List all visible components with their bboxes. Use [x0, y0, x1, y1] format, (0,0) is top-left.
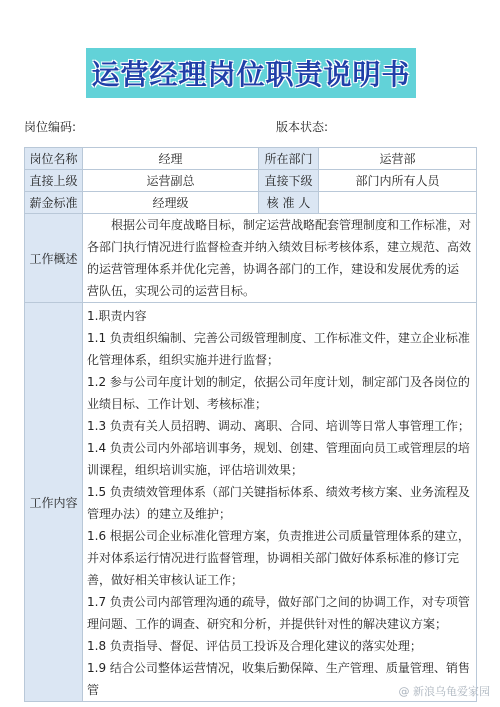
content-header: 工作内容	[25, 303, 83, 702]
table-row	[25, 148, 477, 170]
list-item: 1.3 负责有关人员招聘、调动、离职、合同、培训等日常人事管理工作；	[87, 419, 470, 433]
title-banner	[86, 48, 416, 98]
department-header: 所在部门	[259, 148, 319, 170]
table-row	[25, 192, 477, 214]
overview-text: 根据公司年度战略目标，制定运营战略配套管理制度和工作标准，对各部门执行情况进行监督检查并纳入绩效目标考核体系，建立规范、高效的运营管理体系并优化完善，协调各部门的工作，建设和发展优秀的运 营队伍，实现公司的运营目标。	[83, 214, 477, 303]
list-item: 1.1 负责组织编制、完善公司级管理制度、工作标准文件，建立企业标准化管理体系，组织实施并进行监督；	[87, 331, 470, 367]
position-name-value: 经理	[83, 148, 259, 170]
list-item: 1.2 参与公司年度计划的制定，依据公司年度计划，制定部门及各岗位的业绩目标、工作计划、考核标准；	[87, 375, 470, 411]
position-code-label: 岗位编码:	[24, 120, 77, 134]
list-item: 1.7 负责公司内部管理沟通的疏导，做好部门之间的协调工作，对专项管理问题、工作的调查、研究和分析，并提供针对性的解决建议方案；	[87, 595, 470, 631]
department-value: 运营部	[319, 148, 477, 170]
direct-subordinate-header: 直接下级	[259, 170, 319, 192]
table-row	[25, 214, 477, 303]
watermark: @ 新浪乌龟爱家园	[398, 685, 490, 698]
list-item: 1.5 负责绩效管理体系（部门关键指标体系、绩效考核方案、业务流程及管理办法）的建立及维护；	[87, 485, 470, 521]
direct-superior-header: 直接上级	[25, 170, 83, 192]
table-row	[25, 303, 477, 702]
list-item: 1.6 根据公司企业标准化管理方案，负责推进公司质量管理体系的建立，并对体系运行情况进行监督管理，协调相关部门做好体系标准的修订完善，做好相关审核认证工作；	[87, 529, 470, 587]
direct-superior-value: 运营副总	[83, 170, 259, 192]
salary-standard-value: 经理级	[83, 192, 259, 214]
position-name-header: 岗位名称	[25, 148, 83, 170]
direct-subordinate-value: 部门内所有人员	[319, 170, 477, 192]
salary-standard-header: 薪金标准	[25, 192, 83, 214]
version-status-label: 版本状态:	[276, 120, 329, 134]
page-title: 运营经理岗位职责说明书	[91, 58, 411, 91]
job-description-table	[24, 147, 477, 702]
list-item: 1.9 结合公司整体运营情况，收集后勤保障、生产管理、质量管理、销售管	[87, 661, 470, 697]
list-item: 1.4 负责公司内外部培训事务，规划、创建、管理面向员工或管理层的培训课程，组织培训实施，评估培训效果；	[87, 441, 470, 477]
overview-header: 工作概述	[25, 214, 83, 303]
approver-header: 核 准 人	[259, 192, 319, 214]
list-item: 1.职责内容	[87, 309, 147, 323]
approver-value	[319, 192, 477, 214]
content-cell	[83, 303, 477, 702]
table-row	[25, 170, 477, 192]
list-item: 1.8 负责指导、督促、评估员工投诉及合理化建议的落实处理；	[87, 639, 422, 653]
